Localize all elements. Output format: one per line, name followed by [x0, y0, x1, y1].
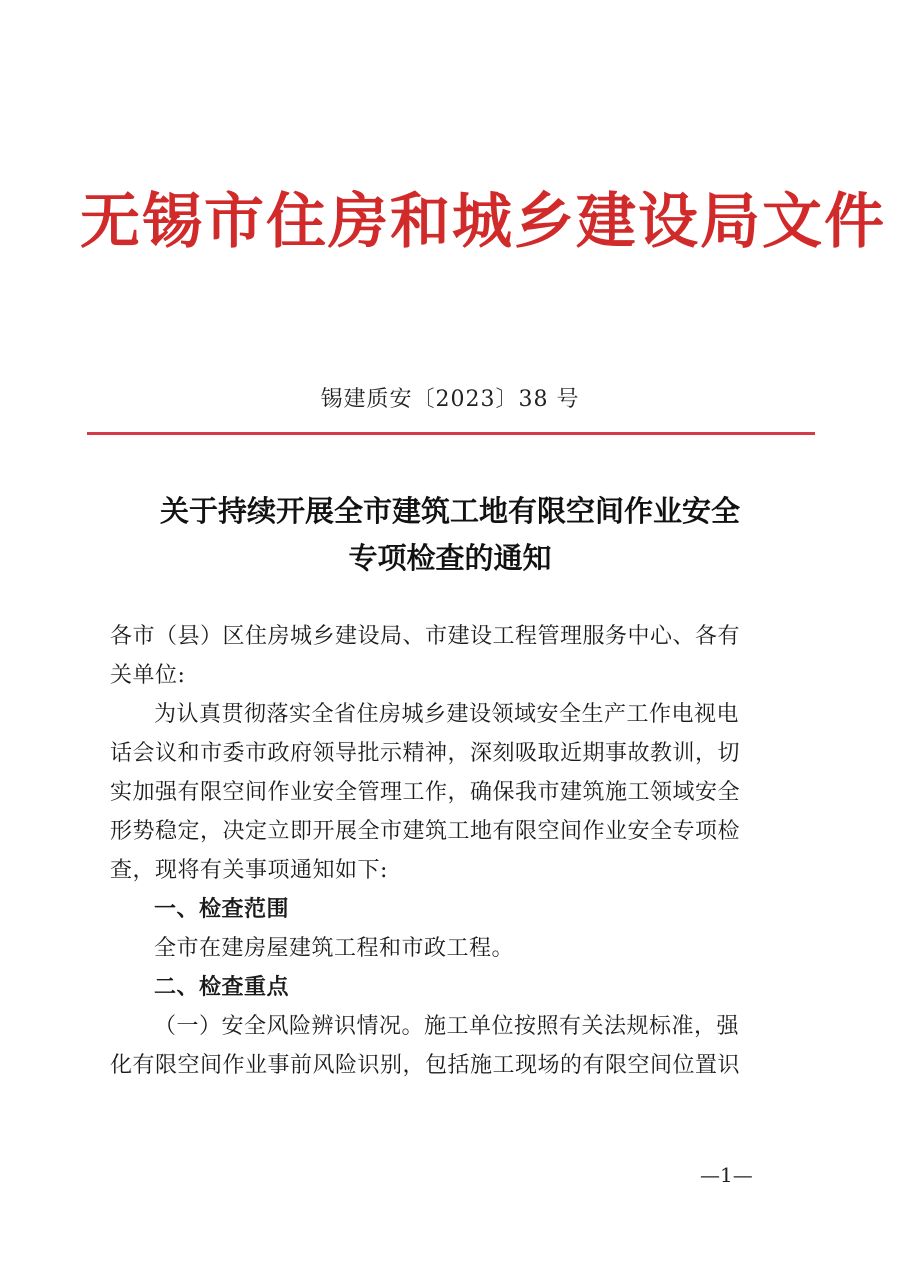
section-1-heading: 一、检查范围 — [154, 897, 290, 922]
intro-line-2: 话会议和市委市政府领导批示精神，深刻吸取近期事故教训，切 — [110, 741, 741, 766]
intro-line-5: 查，现将有关事项通知如下: — [110, 858, 388, 883]
section-1-text: 全市在建房屋建筑工程和市政工程。 — [154, 936, 515, 961]
section-2-item-1-line-1: （一）安全风险辨识情况。施工单位按照有关法规标准，强 — [154, 1014, 740, 1039]
section-2-item-1-line-2: 化有限空间作业事前风险识别，包括施工现场的有限空间位置识 — [110, 1053, 741, 1078]
intro-line-4: 形势稳定，决定立即开展全市建筑工地有限空间作业安全专项检 — [110, 819, 741, 844]
section-2-heading: 二、检查重点 — [154, 975, 290, 1000]
page-number: —1— — [700, 1163, 753, 1187]
intro-line-1: 为认真贯彻落实全省住房城乡建设领域安全生产工作电视电 — [154, 702, 740, 727]
recipients-line-1: 各市（县）区住房城乡建设局、市建设工程管理服务中心、各有 — [110, 624, 741, 649]
red-divider — [87, 432, 815, 435]
title-line-2: 专项检查的通知 — [348, 541, 552, 575]
document-body — [110, 617, 800, 1085]
document-title — [80, 488, 820, 582]
document-number: 锡建质安〔2023〕38 号 — [320, 387, 580, 412]
recipients-line-2: 关单位: — [110, 663, 186, 688]
intro-line-3: 实加强有限空间作业安全管理工作，确保我市建筑施工领域安全 — [110, 780, 741, 805]
issuer-header: 无锡市住房和城乡建设局文件 — [80, 187, 886, 257]
title-line-1: 关于持续开展全市建筑工地有限空间作业安全 — [159, 494, 740, 528]
